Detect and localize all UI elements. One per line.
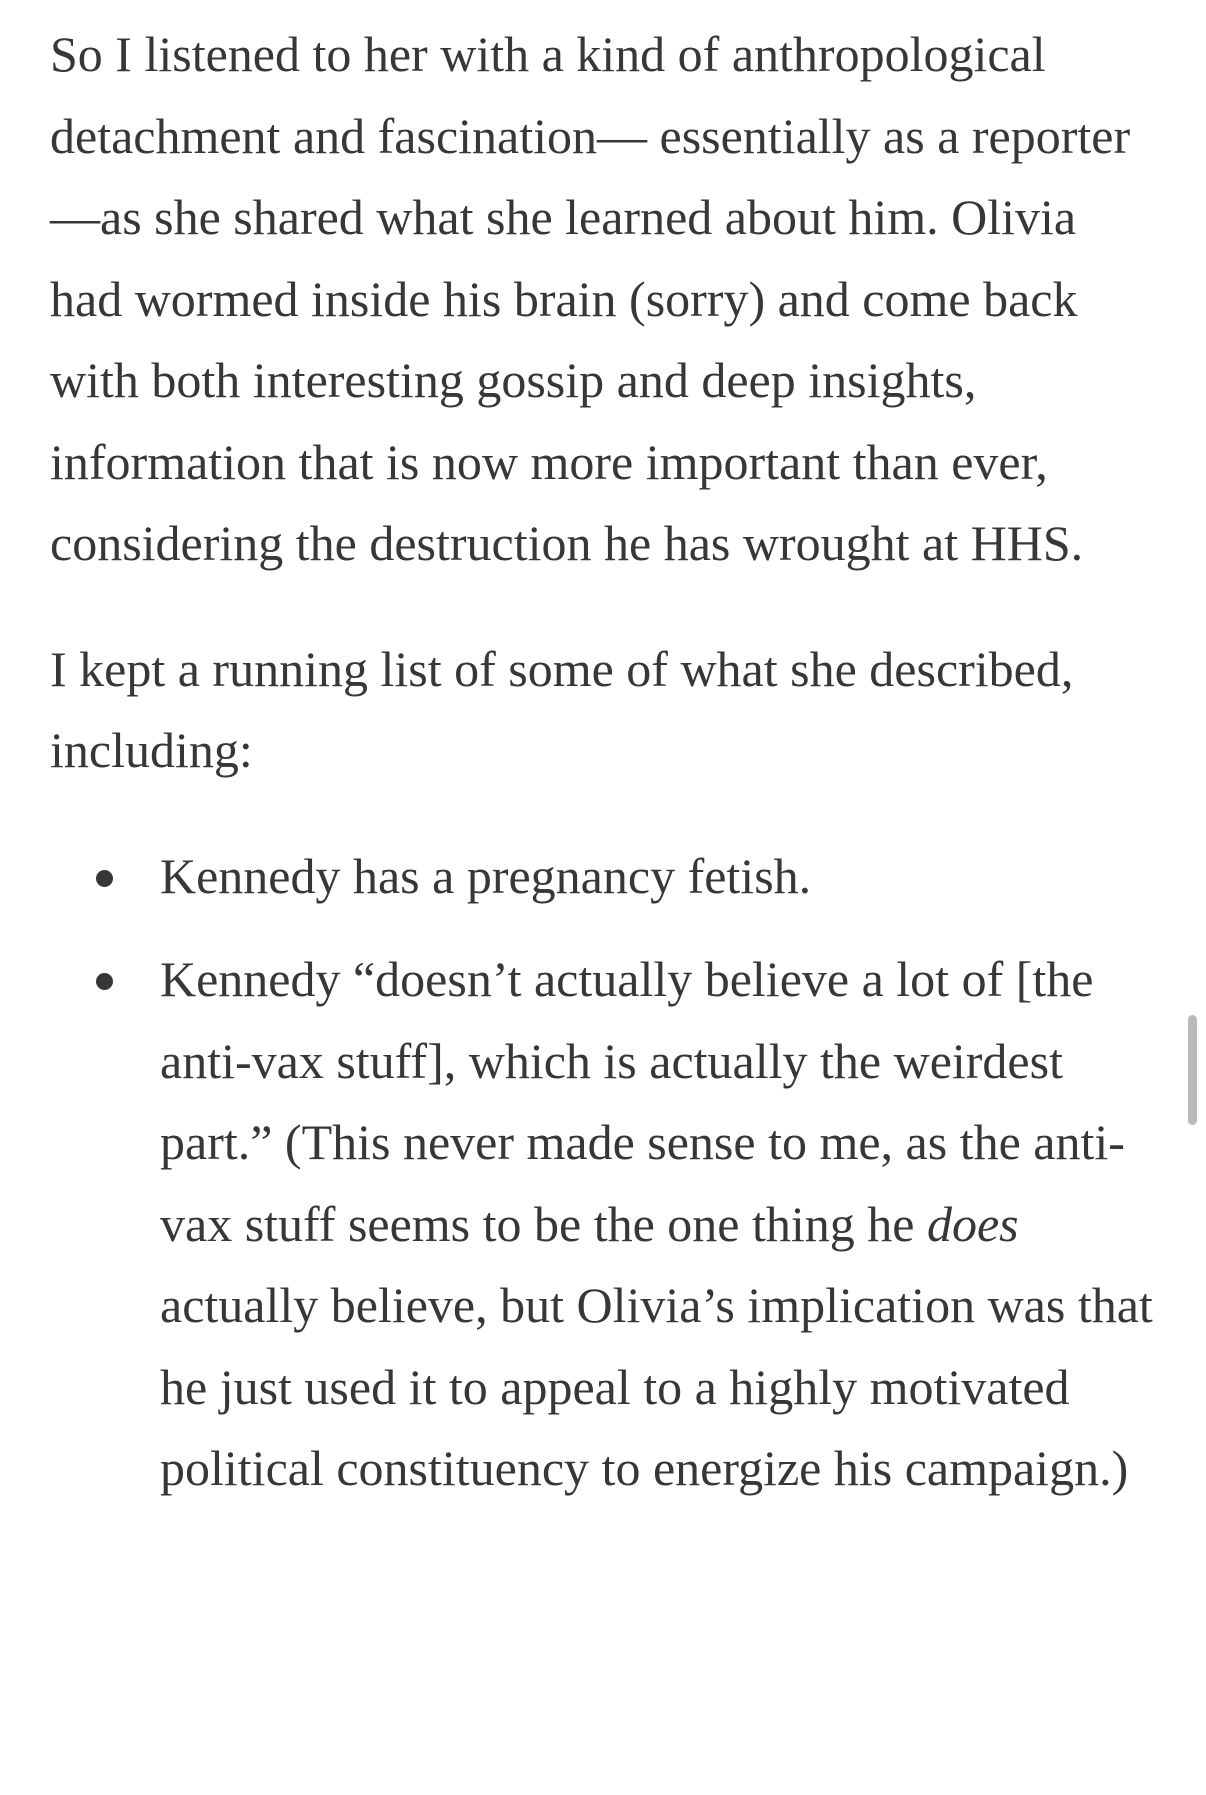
paragraph-anthropological: So I listened to her with a kind of anthropological detachment and fascination— essentially as a reporter—as she shared what she learned about him. Olivia had wormed inside his brain (sorry) and come back with both interesting gossip and deep insights, information that is now more important than ever, considering the destruction he has wrought at HHS. (50, 26, 1131, 571)
bullet-list (50, 836, 1160, 1510)
paragraph-running-list: I kept a running list of some of what she described, including: (50, 640, 1074, 778)
scrollbar-thumb[interactable] (1188, 1015, 1197, 1125)
list-item-text-end: actually believe, but Olivia’s implication was that he just used it to appeal to a highly motivated political constituency to energize his campaign.) (160, 1277, 1153, 1496)
list-item (50, 939, 1160, 1510)
list-item-text-start: Kennedy “doesn’t actually believe a lot of [the anti-vax stuff], which is actually the weirdest part.” (This never made sense to me, as the anti-vax stuff seems to be the one thing he (160, 951, 1125, 1252)
article-body (50, 14, 1160, 1532)
list-item-text: Kennedy has a pregnancy fetish. (160, 847, 812, 904)
bullet-dot-icon (96, 973, 113, 990)
list-item-emphasis: does (926, 1195, 1019, 1252)
list-item (50, 836, 1160, 918)
bullet-dot-icon (96, 870, 113, 887)
